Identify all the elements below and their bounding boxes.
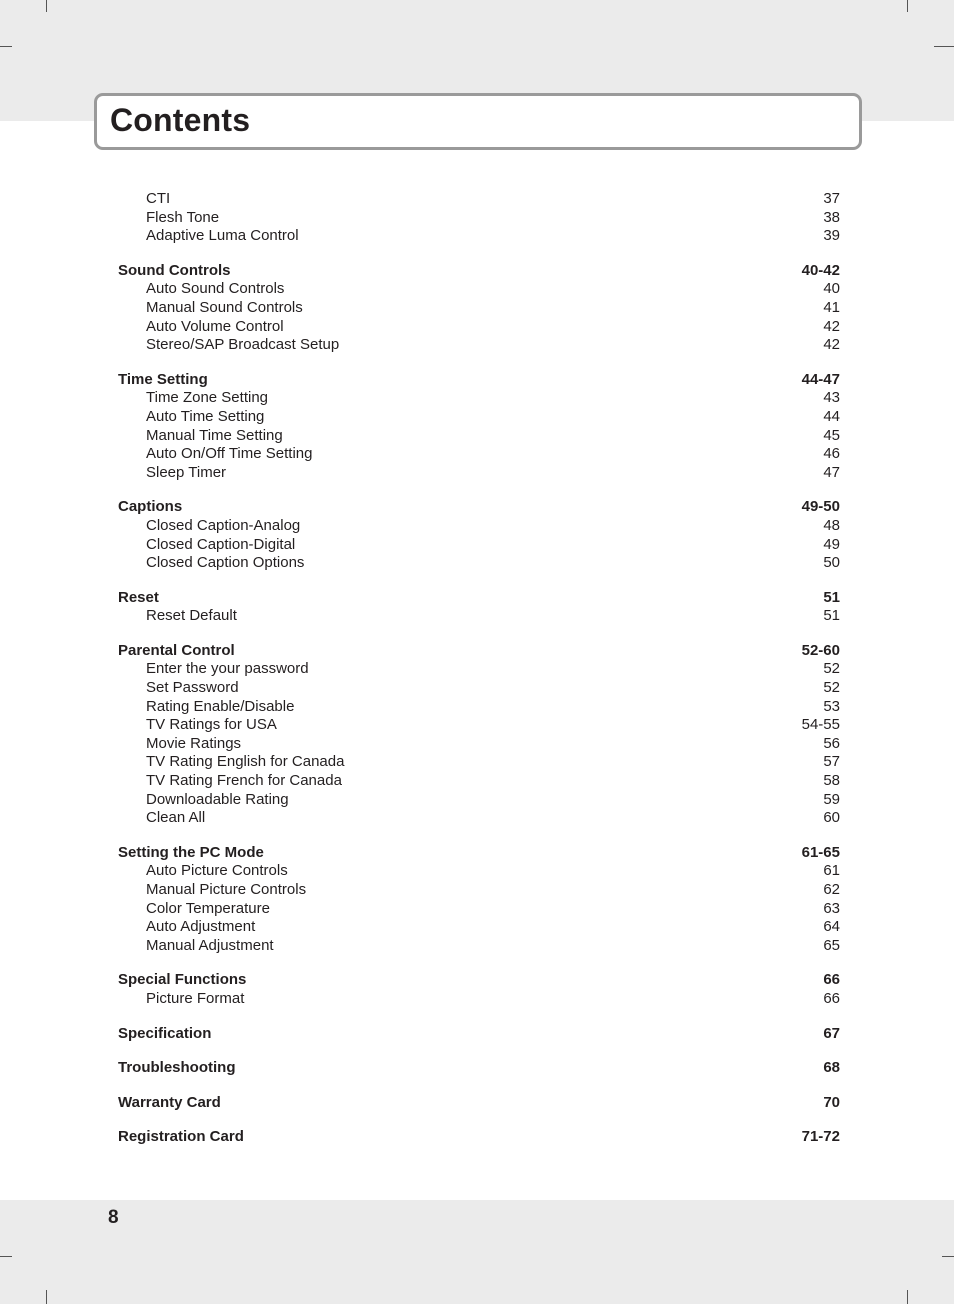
toc-entry-page: 43: [823, 389, 840, 407]
toc-entry-page: 52: [823, 660, 840, 678]
toc-heading: [118, 1094, 840, 1113]
toc-section: [118, 190, 840, 246]
toc-entry-page: 62: [823, 881, 840, 898]
toc-entry-label: Warranty Card: [118, 1093, 221, 1111]
toc-entry-label: TV Rating French for Canada: [146, 772, 342, 790]
toc-entry-label: Downloadable Rating: [146, 790, 289, 808]
toc-entry-label: Time Zone Setting: [146, 389, 268, 407]
crop-mark: [934, 46, 954, 47]
crop-mark: [907, 0, 908, 12]
crop-mark: [0, 1256, 12, 1257]
toc-entry-label: Picture Format: [146, 989, 245, 1007]
toc-entry-page: 40-42: [801, 261, 840, 279]
toc-entry-label: Sound Controls: [118, 261, 231, 279]
toc-entry-page: 42: [823, 317, 840, 335]
toc-entry-label: Manual Adjustment: [146, 936, 274, 954]
toc-section: [118, 589, 840, 626]
toc-entry-label: Clean All: [146, 809, 206, 827]
toc-entry-page: 42: [823, 336, 840, 354]
toc-entry-label: Captions: [118, 498, 183, 516]
toc-entry-label: Reset: [118, 588, 159, 606]
toc-section: [118, 498, 840, 572]
toc-entry-page: 41: [823, 298, 840, 316]
toc-heading: [118, 371, 840, 390]
toc-entry-label: Flesh Tone: [146, 208, 220, 226]
toc-entry-page: 61-65: [801, 843, 840, 861]
crop-mark: [0, 46, 12, 47]
toc-entry-label: TV Rating English for Canada: [146, 753, 345, 771]
toc-entry: [118, 716, 840, 735]
toc-entry-label: TV Ratings for USA: [146, 716, 277, 734]
toc-entry-page: 48: [823, 516, 840, 534]
toc-entry-page: 50: [823, 554, 840, 572]
toc-entry: [118, 209, 840, 228]
toc-entry-page: 37: [823, 190, 840, 207]
toc-entry-label: Adaptive Luma Control: [146, 227, 299, 245]
toc-entry-label: Set Password: [146, 679, 239, 697]
toc-section: [118, 1025, 840, 1044]
toc-section: [118, 1059, 840, 1078]
toc-entry-page: 59: [823, 790, 840, 808]
toc-entry-page: 49: [823, 535, 840, 553]
toc-entry-label: Auto Time Setting: [146, 407, 265, 425]
toc-entry: [118, 445, 840, 464]
toc-entry: [118, 299, 840, 318]
toc-entry-label: Closed Caption-Digital: [146, 535, 296, 553]
toc-entry: [118, 389, 840, 408]
toc-entry: [118, 227, 840, 246]
toc-section: [118, 642, 840, 828]
toc-entry-label: Manual Picture Controls: [146, 881, 307, 898]
toc-entry: [118, 918, 840, 937]
toc-heading: [118, 262, 840, 281]
toc-section: [118, 262, 840, 355]
toc-entry-page: 51: [823, 588, 840, 606]
toc-entry-label: Rating Enable/Disable: [146, 697, 295, 715]
toc-entry-page: 39: [823, 227, 840, 245]
toc-heading: [118, 971, 840, 990]
toc-entry-label: Auto On/Off Time Setting: [146, 445, 313, 463]
toc-entry-label: Auto Sound Controls: [146, 280, 285, 298]
toc-entry-label: Closed Caption Options: [146, 554, 305, 572]
toc-entry-label: Auto Volume Control: [146, 317, 284, 335]
toc-entry: [118, 881, 840, 900]
toc-entry: [118, 862, 840, 881]
toc-entry-label: Reset Default: [146, 607, 237, 625]
toc-entry-page: 52-60: [801, 641, 840, 659]
toc-entry-page: 49-50: [801, 498, 840, 516]
toc-entry: [118, 809, 840, 828]
toc-entry-page: 44: [823, 407, 840, 425]
toc-entry: [118, 735, 840, 754]
toc-entry-page: 44-47: [801, 370, 840, 388]
toc-entry-label: Closed Caption-Analog: [146, 516, 301, 534]
toc-heading: [118, 1059, 840, 1078]
toc-entry-label: Color Temperature: [146, 899, 270, 917]
toc-entry-label: Auto Picture Controls: [146, 862, 288, 880]
toc-heading: [118, 1025, 840, 1044]
toc-section: [118, 1094, 840, 1113]
toc-entry: [118, 554, 840, 573]
title-box: [94, 93, 862, 150]
toc-entry: [118, 698, 840, 717]
toc-entry-label: Enter the your password: [146, 660, 309, 678]
toc-section: [118, 971, 840, 1008]
toc-entry-page: 58: [823, 772, 840, 790]
toc-entry-page: 70: [823, 1093, 840, 1111]
toc-entry: [118, 280, 840, 299]
toc-entry-page: 54-55: [801, 716, 840, 734]
crop-mark: [46, 1290, 47, 1304]
toc-entry-label: Specification: [118, 1024, 212, 1042]
toc-entry-label: Parental Control: [118, 641, 235, 659]
toc-entry-page: 64: [823, 918, 840, 936]
toc-entry-page: 63: [823, 899, 840, 917]
toc-entry-page: 71-72: [801, 1128, 840, 1146]
toc-entry-page: 57: [823, 753, 840, 771]
toc-entry-page: 65: [823, 936, 840, 954]
toc-entry-page: 56: [823, 734, 840, 752]
toc-entry-label: CTI: [146, 190, 171, 207]
toc-entry: [118, 318, 840, 337]
table-of-contents: [118, 190, 840, 1147]
toc-entry: [118, 990, 840, 1009]
toc-entry-page: 46: [823, 445, 840, 463]
crop-mark: [907, 1290, 908, 1304]
page-title: Contents: [110, 102, 251, 138]
toc-entry: [118, 336, 840, 355]
toc-entry: [118, 408, 840, 427]
toc-entry-page: 60: [823, 809, 840, 827]
toc-entry-page: 47: [823, 463, 840, 481]
toc-entry-page: 53: [823, 697, 840, 715]
footer-band: [0, 1200, 954, 1304]
toc-entry: [118, 900, 840, 919]
toc-entry-page: 45: [823, 426, 840, 444]
toc-entry-label: Sleep Timer: [146, 463, 227, 481]
page-number: 8: [108, 1207, 119, 1228]
toc-entry-page: 51: [823, 607, 840, 625]
toc-entry-label: Special Functions: [118, 971, 247, 989]
toc-entry-page: 67: [823, 1024, 840, 1042]
toc-entry: [118, 660, 840, 679]
toc-entry-label: Time Setting: [118, 370, 208, 388]
toc-heading: [118, 498, 840, 517]
toc-entry-label: Manual Sound Controls: [146, 298, 303, 316]
toc-entry: [118, 937, 840, 956]
toc-entry-page: 52: [823, 679, 840, 697]
toc-entry-page: 66: [823, 989, 840, 1007]
toc-entry: [118, 753, 840, 772]
toc-section: [118, 844, 840, 956]
toc-entry: [118, 427, 840, 446]
toc-entry-label: Setting the PC Mode: [118, 843, 264, 861]
toc-heading: [118, 642, 840, 661]
toc-entry-page: 40: [823, 280, 840, 298]
toc-section: [118, 1128, 840, 1147]
toc-entry-label: Registration Card: [118, 1128, 244, 1146]
toc-entry: [118, 190, 840, 209]
toc-heading: [118, 589, 840, 608]
toc-entry-label: Movie Ratings: [146, 734, 242, 752]
toc-entry-label: Stereo/SAP Broadcast Setup: [146, 336, 340, 354]
toc-entry-page: 68: [823, 1059, 840, 1077]
toc-entry-page: 38: [823, 208, 840, 226]
toc-section: [118, 371, 840, 483]
crop-mark: [942, 1256, 954, 1257]
toc-entry: [118, 679, 840, 698]
toc-entry: [118, 464, 840, 483]
toc-entry-label: Manual Time Setting: [146, 426, 283, 444]
crop-mark: [46, 0, 47, 12]
toc-entry-label: Auto Adjustment: [146, 918, 256, 936]
toc-entry-label: Troubleshooting: [118, 1059, 236, 1077]
toc-heading: [118, 1128, 840, 1147]
toc-entry-page: 66: [823, 971, 840, 989]
toc-entry: [118, 607, 840, 626]
toc-entry: [118, 791, 840, 810]
toc-entry: [118, 536, 840, 555]
toc-entry-page: 61: [823, 862, 840, 880]
toc-entry: [118, 517, 840, 536]
toc-entry: [118, 772, 840, 791]
toc-heading: [118, 844, 840, 863]
